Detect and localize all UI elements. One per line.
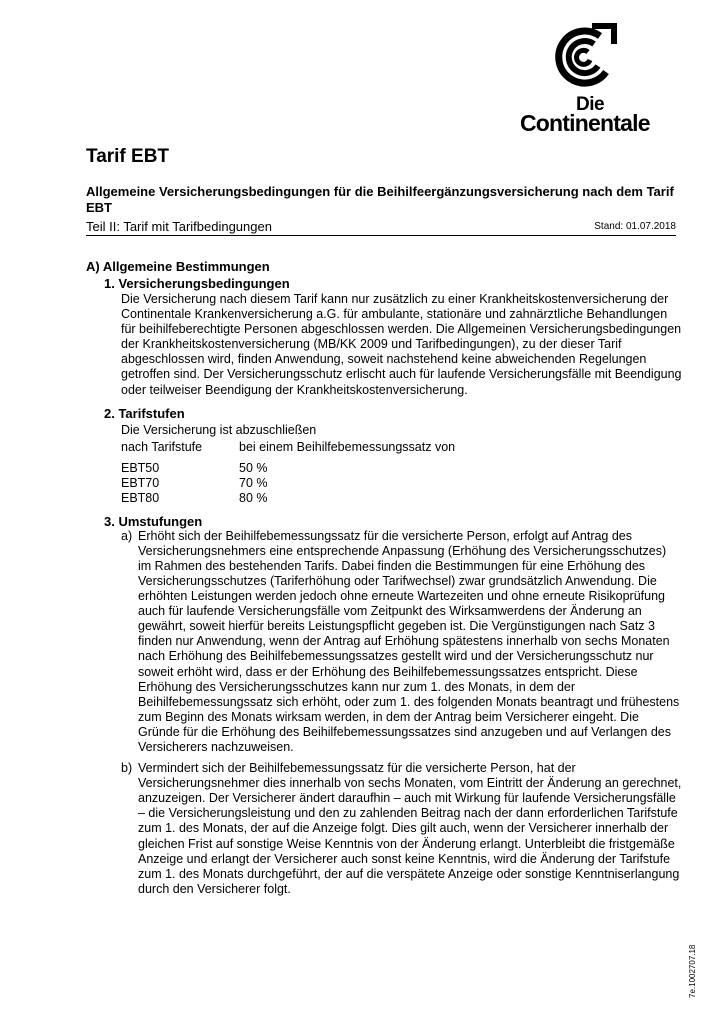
table-header xyxy=(121,440,455,455)
clause-3-title: 3. Umstufungen xyxy=(104,513,203,529)
clause-3-a-marker: a) xyxy=(121,528,133,543)
table-row xyxy=(121,461,455,476)
continentale-logo-icon xyxy=(548,22,620,94)
table-cell-stufe: EBT50 xyxy=(121,460,160,475)
table-cell-satz: 80 % xyxy=(239,490,268,505)
table-cell-stufe: EBT80 xyxy=(121,490,160,505)
clause-2 xyxy=(104,406,682,506)
subtitle-row xyxy=(86,219,676,236)
table-row xyxy=(121,491,455,506)
document-heading: Allgemeine Versicherungsbedingungen für die Beihilfeergänzungsversicherung nach dem Tarif EBT xyxy=(86,184,674,215)
continentale-logo xyxy=(490,22,680,136)
table-row xyxy=(121,476,455,491)
clause-2-intro: Die Versicherung ist abzuschließen xyxy=(121,422,317,437)
logo-name-text: Continentale xyxy=(520,110,650,136)
subtitle: Teil II: Tarif mit Tarifbedingungen xyxy=(86,219,272,234)
clauses xyxy=(104,276,682,897)
clause-2-title: 2. Tarifstufen xyxy=(104,405,185,421)
clause-3-b-marker: b) xyxy=(121,761,133,776)
table-cell-satz: 50 % xyxy=(239,460,268,475)
table-cell-satz: 70 % xyxy=(239,475,268,490)
form-code: 7e.1002707.18 xyxy=(688,944,697,998)
clause-3-a-text: Erhöht sich der Beihilfebemessungssatz für die versicherte Person, erfolgt auf Antrag des Versicherungsnehmers eine entsprechende Anpassung (Erhöhung des Versicherungsschutzes) im Rahmen des bestehenden Tarifs. Dabei finden die Bestimmungen für eine Erhöhung des Versicherungsschutzes (Tariferhöhung oder Tarifwechsel) zwar grundsätzlich Anwendung. Die erhöhten Leistungen werden jedoch ohne erneute Wartezeiten und ohne erneute Risikoprüfung auch für laufende Versicherungsfälle vom Zeitpunkt des Wirksamwerdens der Änderung an gewährt, soweit hierfür bereits Leistungspflicht gegeben ist. Die Vergünstigungen nach Satz 3 finden nur Anwendung, wenn der Antrag auf Erhöhung spätestens innerhalb von sechs Monaten nach Erhöhung des Beihilfebemessungssatzes gestellt wird und der Versicherungsschutz nur soweit erhöht wird, dass er der Erhöhung des Beihilfebemessungssatzes entspricht. Diese Erhöhung des Versicherungsschutzes kann nur zum 1. des Monats, in dem der Beihilfebemessungssatz sich erhöht, oder zum 1. des folgenden Monats beantragt und frühestens zum Beginn des Monats wirksam werden, in dem der Antrag beim Versicherer eingeht. Die Gründe für die Erhöhung des Beihilfebemessungssatzes sind anzugeben und auf Verlangen des Versicherers nachzuweisen. xyxy=(138,528,680,754)
page-title: Tarif EBT xyxy=(86,146,170,167)
table-header-satz: bei einem Beihilfebemessungssatz von xyxy=(239,439,456,454)
clause-3-a xyxy=(121,529,682,755)
clause-3-b-text: Vermindert sich der Beihilfebemessungssatz für die versicherte Person, hat der Versicherungsnehmer dies innerhalb von sechs Monaten, vom Eintritt der Änderung an gerechnet, anzuzeigen. Der Versicherer ändert daraufhin – auch mit Wirkung für laufende Versicherungsfälle – die Versicherungsleistung und den zu zahlenden Beitrag nach der dann erforderlichen Tarifstufe zum 1. des Monats, der auf die Anzeige folgt. Dies gilt auch, wenn der Versicherer innerhalb der gleichen Frist auf sonstige Weise Kenntnis von der Änderung erlangt. Unterbleibt die fristgemäße Anzeige und erlangt der Versicherer auch sonst keine Kenntnis, wird die Änderung der Tarifstufe zum 1. des Monats durchgeführt, der auf die verspätete Anzeige oder sonstige Kenntniserlangung durch den Versicherer folgt. xyxy=(138,761,682,896)
clause-1 xyxy=(104,276,682,398)
section-a-heading: A) Allgemeine Bestimmungen xyxy=(86,259,270,274)
clause-3-b xyxy=(121,761,682,897)
clause-3 xyxy=(104,514,682,897)
table-cell-stufe: EBT70 xyxy=(121,475,160,490)
tarif-table xyxy=(121,440,455,506)
logo-die-text: Die xyxy=(576,94,605,115)
stand-date: Stand: 01.07.2018 xyxy=(594,221,676,232)
clause-1-title: 1. Versicherungsbedingungen xyxy=(104,276,290,291)
clause-1-body: Die Versicherung nach diesem Tarif kann nur zusätzlich zu einer Krankheitskostenversicherung der Continentale Krankenversicherung a.G. für ambulante, stationäre und zahnärztliche Behandlungen für beihilfeberechtigte Personen abgeschlossen werden. Die Allgemeinen Versicherungsbedingungen der Krankheitskostenversicherung (MB/KK 2009 und Tarifbedingungen), zu der dieser Tarif abgeschlossen wird, finden Anwendung, soweit nachstehend keine abweichenden Regelungen getroffen sind. Der Versicherungsschutz erlischt auch für laufende Versicherungsfälle mit Beendigung oder teilweiser Beendigung der Krankheitskostenversicherung. xyxy=(121,292,682,397)
table-header-stufe: nach Tarifstufe xyxy=(121,439,203,454)
